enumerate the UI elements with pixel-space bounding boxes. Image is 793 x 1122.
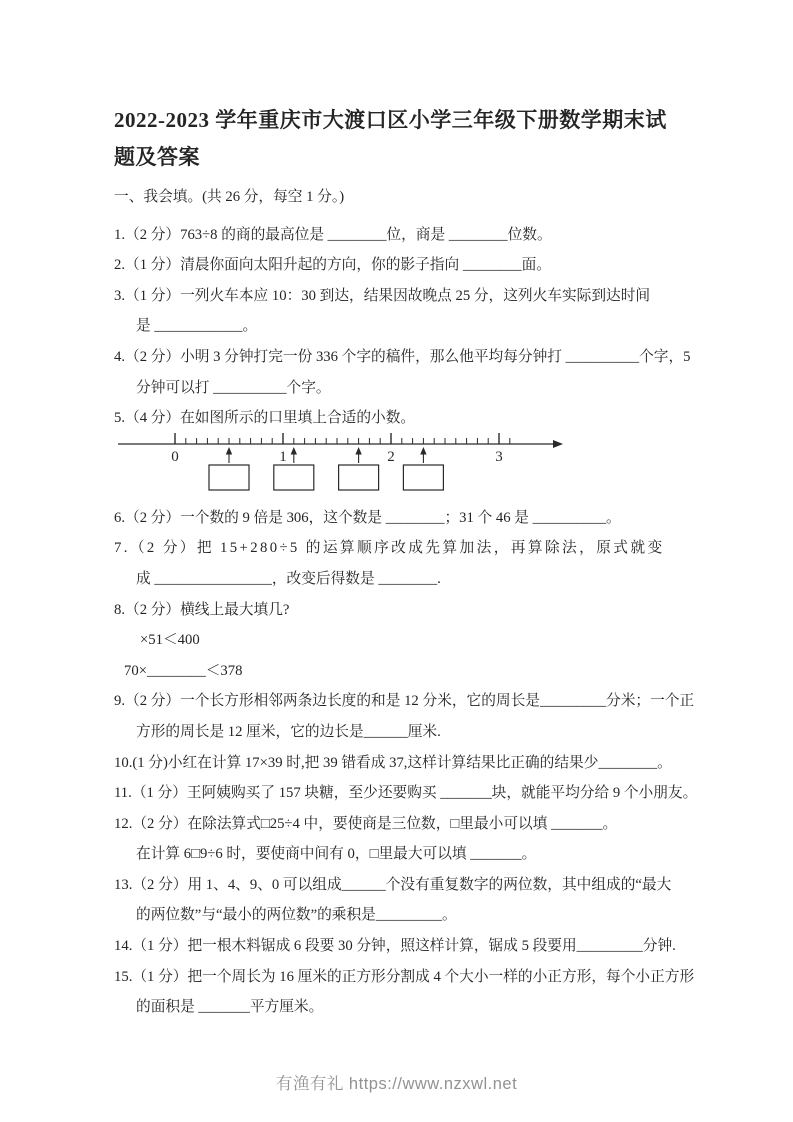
question-14: 14.（1 分）把一根木料锯成 6 段要 30 分钟，照这样计算，锯成 5 段要用_________分钟. [114,938,676,955]
question-3-line-1: 3.（1 分）一列火车本应 10：30 到达，结果因故晚点 25 分，这列火车实际到达时间 [114,287,651,304]
question-4-line-2: 分钟可以打 __________个字。 [136,379,331,396]
pointer-arrowhead-icon [226,447,232,455]
question-11: 11.（1 分）王阿姨购买了 157 块糖，至少还要购买 _______块，就能平均分给 9 个小朋友。 [114,785,698,802]
title-line-2: 题及答案 [114,145,200,169]
page-footer: 有渔有礼 https://www.nzxwl.net [275,1074,518,1093]
tick-label: 1 [279,448,287,465]
question-3-line-2: 是 ____________。 [136,318,258,335]
number-line-svg [114,426,584,494]
question-8-line-1: 8.（2 分）横线上最大填几? [114,601,290,618]
question-13-line-2: 的两位数”与“最小的两位数”的乘积是_________。 [136,907,457,924]
pointer-arrowhead-icon [291,447,297,455]
question-13-line-1: 13.（2 分）用 1、4、9、0 可以组成______个没有重复数字的两位数，其中组成的“最大 [114,876,672,893]
number-line-figure [114,426,697,494]
question-6: 6.（2 分）一个数的 9 倍是 306，这个数是 ________；31 个 46 是 __________。 [114,509,621,526]
tick-label: 3 [495,448,503,465]
page-title [114,102,697,176]
question-12-line-2: 在计算 6□9÷6 时，要使商中间有 0，□里最大可以填 _______。 [136,846,537,863]
title-line-1: 2022-2023 学年重庆市大渡口区小学三年级下册数学期末试 [114,108,667,132]
question-8-expression-1: ×51＜400 [140,632,200,649]
tick-label: 2 [387,448,395,465]
question-9-line-2: 方形的周长是 12 厘米，它的边长是______厘米. [136,723,441,740]
question-9-line-1: 9.（2 分）一个长方形相邻两条边长度的和是 12 分米，它的周长是_________分米；一个正 [114,693,695,710]
answer-box [274,465,314,490]
question-15-line-2: 的面积是 _______平方厘米。 [136,999,324,1016]
question-7-line-2: 成 ________________，改变后得数是 ________. [136,570,441,587]
tick-label: 0 [171,448,179,465]
pointer-arrowhead-icon [420,447,426,455]
section-header: 一、我会填。(共 26 分，每空 1 分。) [114,189,345,205]
question-1: 1.（2 分）763÷8 的商的最高位是 ________位，商是 ________位数。 [114,226,552,243]
question-4-line-1: 4.（2 分）小明 3 分钟打完一份 336 个字的稿件，那么他平均每分钟打 __________个字，5 [114,348,691,365]
answer-box [339,465,379,490]
question-8-expression-2: 70×________＜378 [124,662,243,679]
question-5: 5.（4 分）在如图所示的口里填上合适的小数。 [114,410,416,427]
answer-box [209,465,249,490]
question-12-line-1: 12.（2 分）在除法算式□25÷4 中，要使商是三位数，□里最小可以填 _______。 [114,815,618,832]
pointer-arrowhead-icon [355,447,361,455]
question-10: 10.(1 分)小红在计算 17×39 时,把 39 错看成 37,这样计算结果比正确的结果少________。 [114,754,672,771]
axis-arrowhead-icon [553,440,563,448]
question-15-line-1: 15.（1 分）把一个周长为 16 厘米的正方形分割成 4 个大小一样的小正方形，每个小正方形 [114,968,695,985]
question-2: 2.（1 分）清晨你面向太阳升起的方向，你的影子指向 ________面。 [114,257,551,274]
question-7-line-1: 7.（2 分）把 15+280÷5 的运算顺序改成先算加法，再算除法，原式就变 [114,540,665,557]
answer-box [403,465,443,490]
